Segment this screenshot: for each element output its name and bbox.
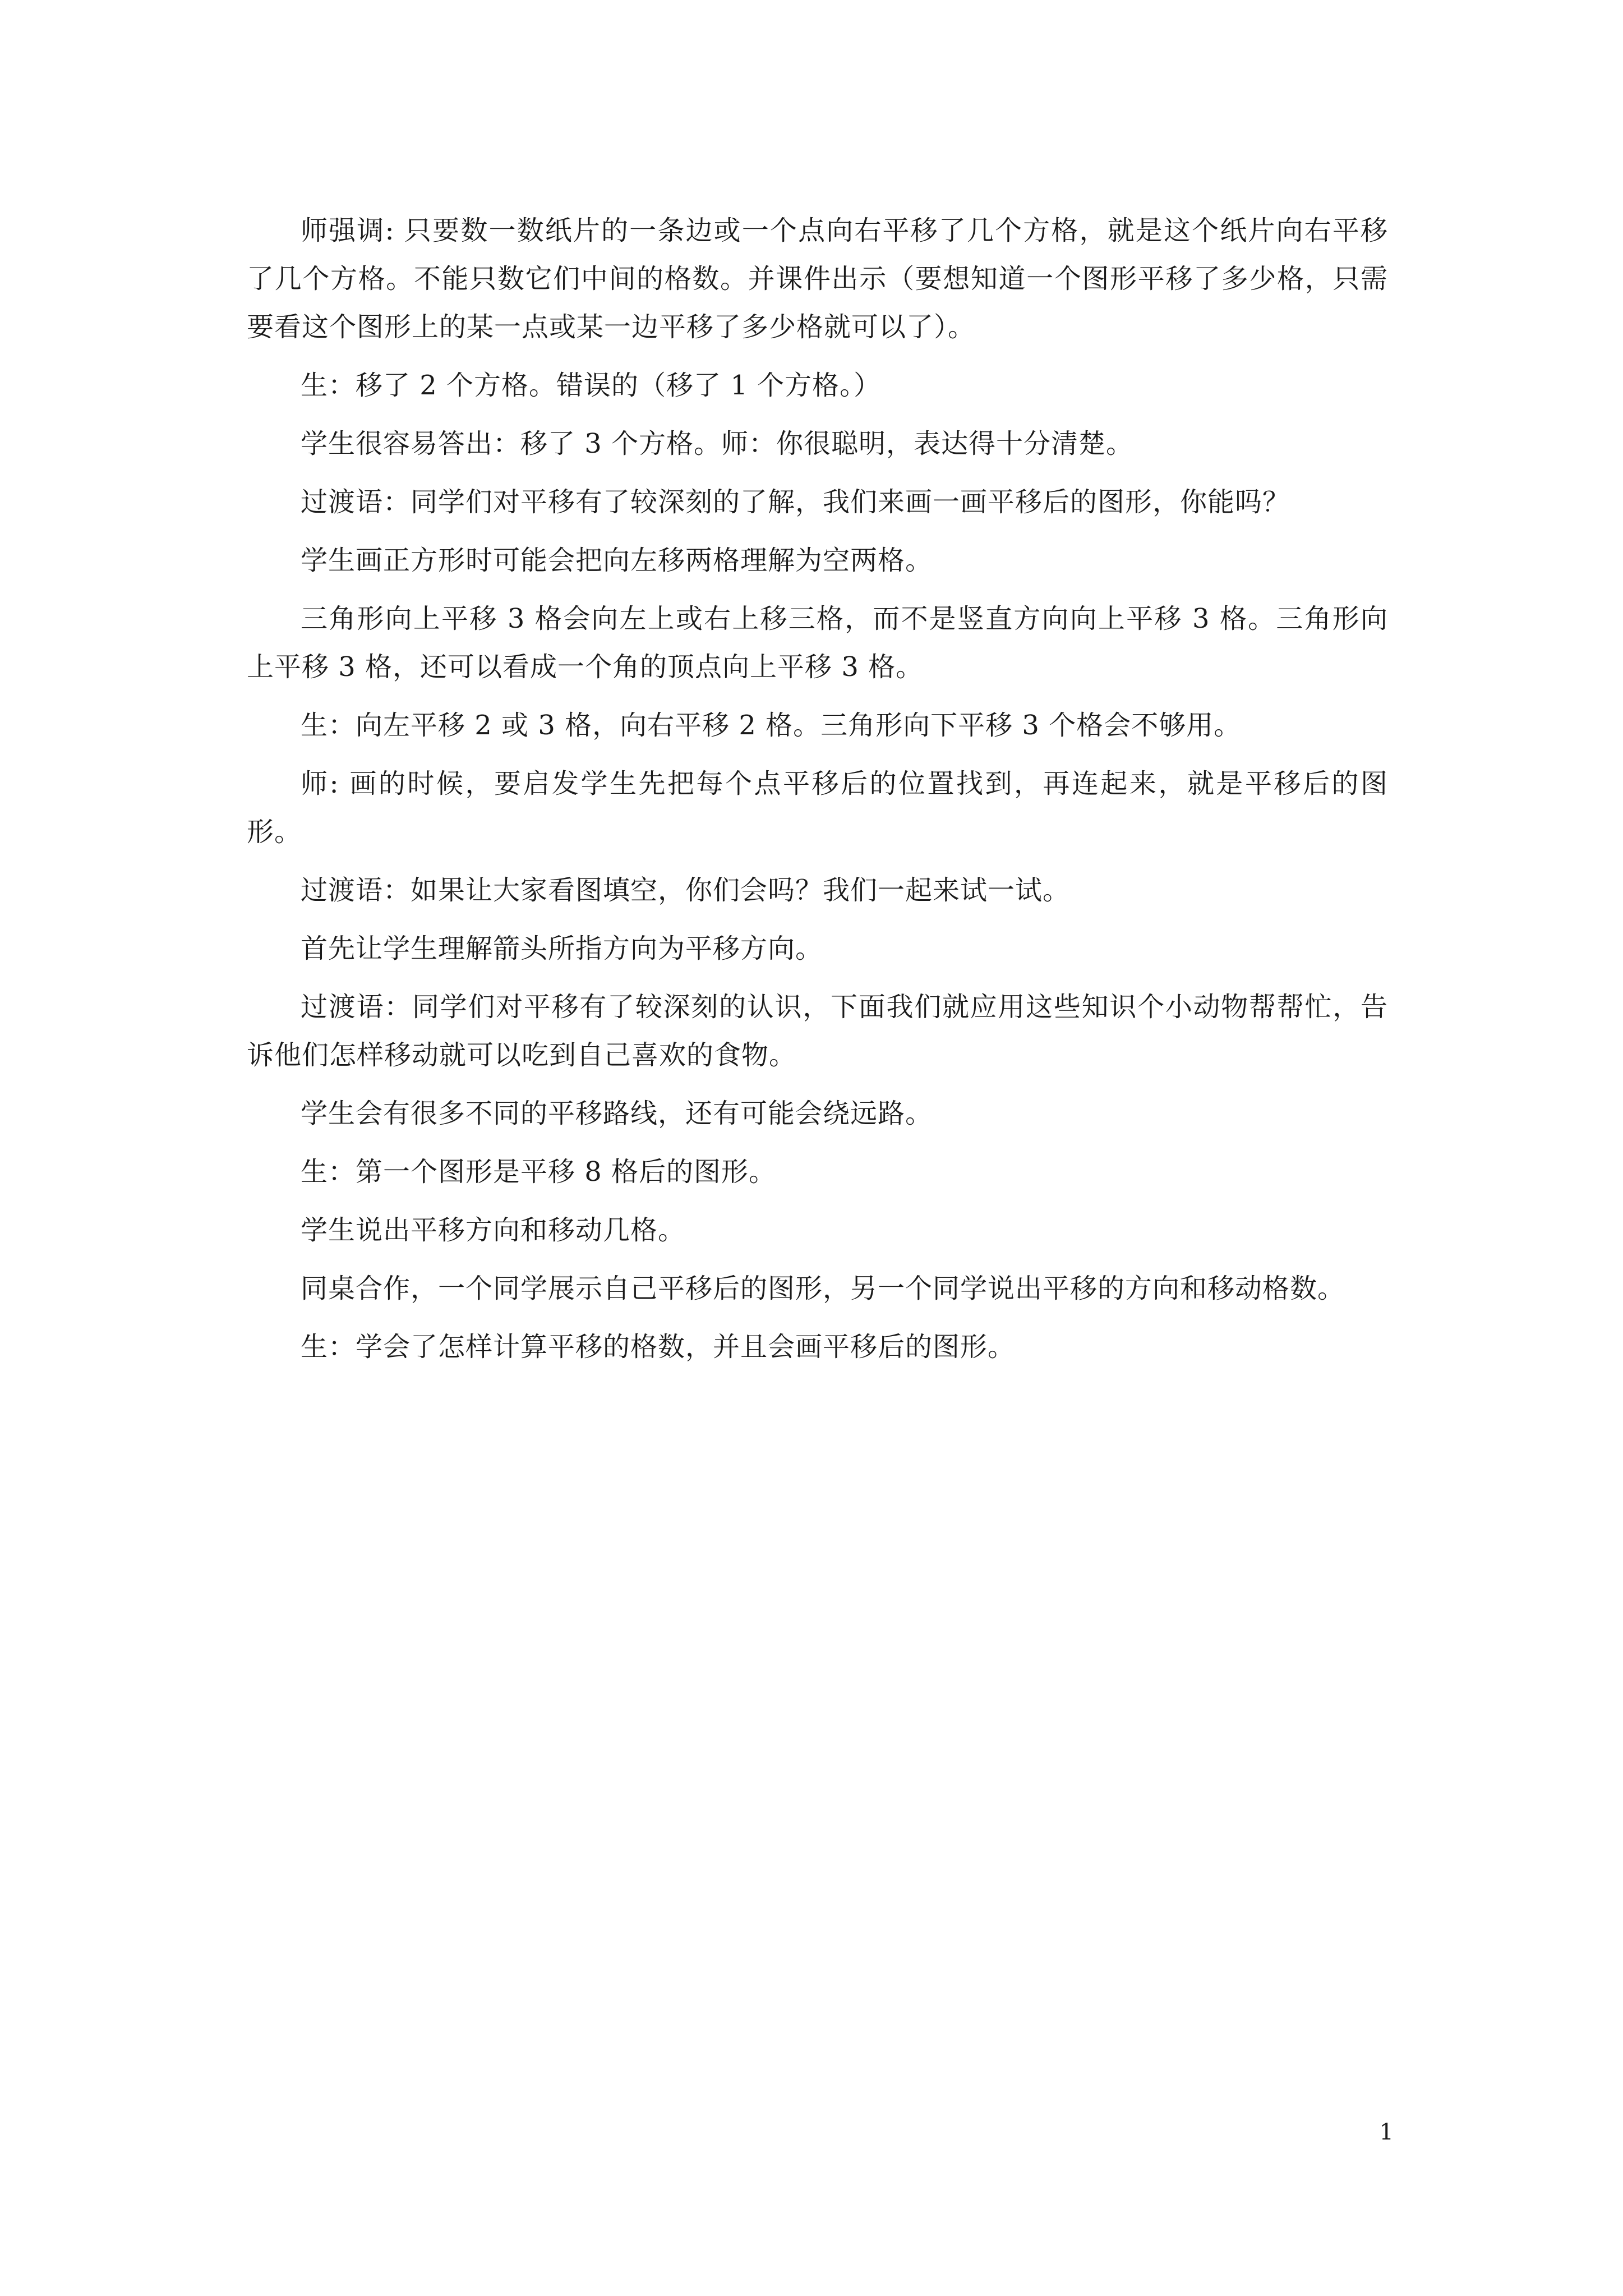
paragraph-2: 生：移了 2 个方格。错误的（移了 1 个方格。）	[301, 370, 882, 401]
paragraph-9: 过渡语：如果让大家看图填空，你们会吗？我们一起来试一试。	[301, 875, 1071, 906]
paragraph-13: 生：第一个图形是平移 8 格后的图形。	[301, 1156, 777, 1188]
paragraph-6: 三角形向上平移 3 格会向左上或右上移三格，而不是竖直方向向上平移 3 格。三角形向上平移 3 格，还可以看成一个角的顶点向上平移 3 格。	[247, 603, 1388, 683]
paragraph-4: 过渡语：同学们对平移有了较深刻的了解，我们来画一画平移后的图形，你能吗？	[301, 486, 1290, 518]
paragraph-12: 学生会有很多不同的平移路线，还有可能会绕远路。	[301, 1098, 933, 1129]
paragraph-8: 师: 画的时候，要启发学生先把每个点平移后的位置找到，再连起来，就是平移后的图形。	[247, 768, 1388, 848]
page-number: 1	[1379, 2119, 1394, 2145]
document-body	[247, 206, 1388, 1381]
paragraph-14: 学生说出平移方向和移动几格。	[301, 1214, 686, 1246]
paragraph-7: 生：向左平移 2 或 3 格，向右平移 2 格。三角形向下平移 3 个格会不够用。	[301, 710, 1242, 741]
paragraph-15: 同桌合作，一个同学展示自己平移后的图形，另一个同学说出平移的方向和移动格数。	[301, 1273, 1345, 1304]
paragraph-3: 学生很容易答出：移了 3 个方格。师：你很聪明，表达得十分清楚。	[301, 428, 1134, 459]
paragraph-16: 生：学会了怎样计算平移的格数，并且会画平移后的图形。	[301, 1331, 1016, 1363]
paragraph-5: 学生画正方形时可能会把向左移两格理解为空两格。	[301, 545, 933, 576]
paragraph-11: 过渡语：同学们对平移有了较深刻的认识，下面我们就应用这些知识个小动物帮帮忙，告诉他们怎样移动就可以吃到自己喜欢的食物。	[247, 991, 1388, 1071]
paragraph-1: 师强调: 只要数一数纸片的一条边或一个点向右平移了几个方格，就是这个纸片向右平移了几个方格。不能只数它们中间的格数。并课件出示（要想知道一个图形平移了多少格，只需要看这个图形上的某一点或某一边平移了多少格就可以了）。	[247, 215, 1388, 343]
paragraph-10: 首先让学生理解箭头所指方向为平移方向。	[301, 933, 823, 964]
